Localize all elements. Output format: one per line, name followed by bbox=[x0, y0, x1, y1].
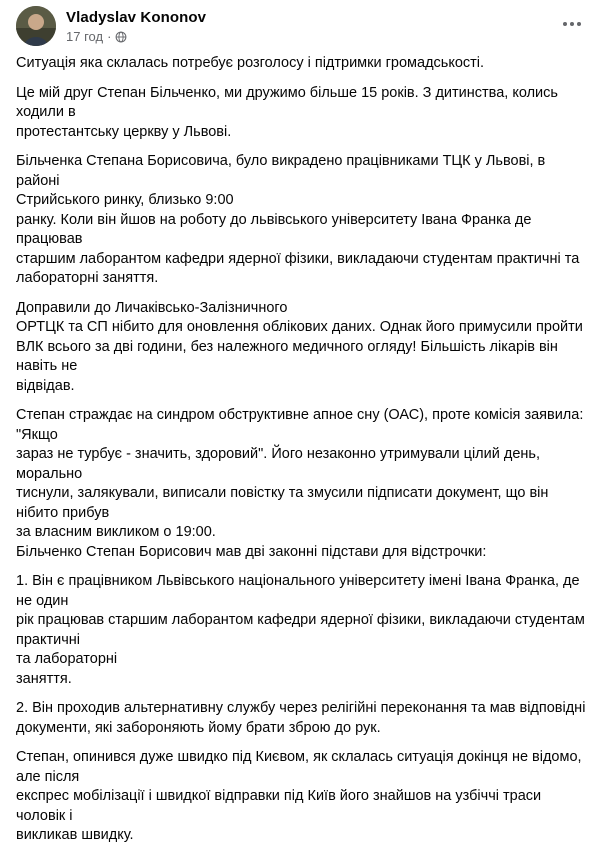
text-line: старшим лаборантом кафедри ядерної фізики, викладаючи студентам практичні та bbox=[16, 250, 580, 267]
text-line: ОРТЦК та СП нібито для оновлення облікових даних. Однак його примусили пройти bbox=[16, 319, 583, 335]
paragraph bbox=[16, 748, 586, 846]
post-header bbox=[16, 6, 584, 46]
text-line: Степан страждає на синдром обструктивне апное сну (ОАС), проте комісія заявила: "Якщо bbox=[16, 407, 584, 443]
paragraph bbox=[16, 699, 586, 738]
text-line: та лабораторні bbox=[16, 651, 118, 667]
text-line: Більченко Степан Борисович мав дві законні підстави для відстрочки: bbox=[16, 543, 487, 560]
author-name[interactable]: Vladyslav Kononov bbox=[66, 9, 207, 26]
paragraph bbox=[16, 299, 586, 397]
text-line: 2. Він проходив альтернативну службу через релігійні переконання та мав відповідні bbox=[16, 700, 586, 716]
text-line: ВЛК всього за дві години, без належного медичного огляду! Більшість лікарів він навіть не bbox=[16, 338, 558, 374]
paragraph bbox=[16, 54, 586, 74]
text-line: 1. Він є працівником Львівського національного університету імені Івана Франка, де не один bbox=[16, 573, 580, 609]
text-line: експрес мобілізації і швидкої відправки під Київ його знайшов на узбіччі траси чоловік і bbox=[16, 788, 542, 824]
text-line: ранку. Коли він йшов на роботу до львівського університету Івана Франка де працював bbox=[16, 211, 532, 247]
text-line: рік працював старшим лаборантом кафедри ядерної фізики, викладаючи студентам практичні bbox=[16, 612, 585, 648]
more-options-button[interactable] bbox=[560, 14, 584, 34]
paragraph bbox=[16, 406, 586, 543]
text-line: Ситуація яка склалась потребує розголосу і підтримки громадськості. bbox=[16, 55, 485, 71]
avatar[interactable] bbox=[16, 6, 56, 46]
text-line: Стрийського ринку, близько 9:00 bbox=[16, 192, 234, 208]
text-line: за власним викликом о 19:00. bbox=[16, 524, 216, 540]
text-line: відвідав. bbox=[16, 377, 75, 394]
text-line: Доправили до Личаківсько-Залізничного bbox=[16, 299, 288, 316]
paragraph bbox=[16, 543, 586, 563]
paragraph bbox=[16, 152, 586, 289]
text-line: лабораторні заняття. bbox=[16, 270, 159, 286]
timestamp[interactable]: 17 год bbox=[66, 29, 104, 44]
meta-separator: · bbox=[107, 29, 112, 44]
text-line: викликав швидку. bbox=[16, 827, 134, 843]
text-line: Степан, опинився дуже швидко під Києвом, як склалась ситуація докінця не відомо, але після bbox=[16, 749, 582, 785]
text-line: Це мій друг Степан Більченко, ми дружимо більше 15 років. З дитинства, колись ходили в bbox=[16, 84, 558, 120]
text-line: зараз не турбує - значить, здоровий". Його незаконно утримували цілий день, морально bbox=[16, 446, 540, 482]
text-line: заняття. bbox=[16, 670, 72, 687]
post-text bbox=[16, 54, 586, 856]
more-options-icon bbox=[562, 21, 582, 27]
globe-icon bbox=[115, 31, 127, 43]
text-line: протестантську церкву у Львові. bbox=[16, 123, 232, 140]
post-meta bbox=[66, 29, 127, 44]
paragraph bbox=[16, 84, 586, 143]
text-line: тиснули, залякували, виписали повістку та змусили підписати документ, що він нібито прибув bbox=[16, 485, 549, 521]
paragraph bbox=[16, 572, 586, 689]
text-line: Більченка Степана Борисовича, було викрадено працівниками ТЦК у Львові, в районі bbox=[16, 153, 546, 189]
avatar-image bbox=[16, 6, 56, 46]
text-line: документи, які забороняють йому брати зброю до рук. bbox=[16, 719, 381, 736]
